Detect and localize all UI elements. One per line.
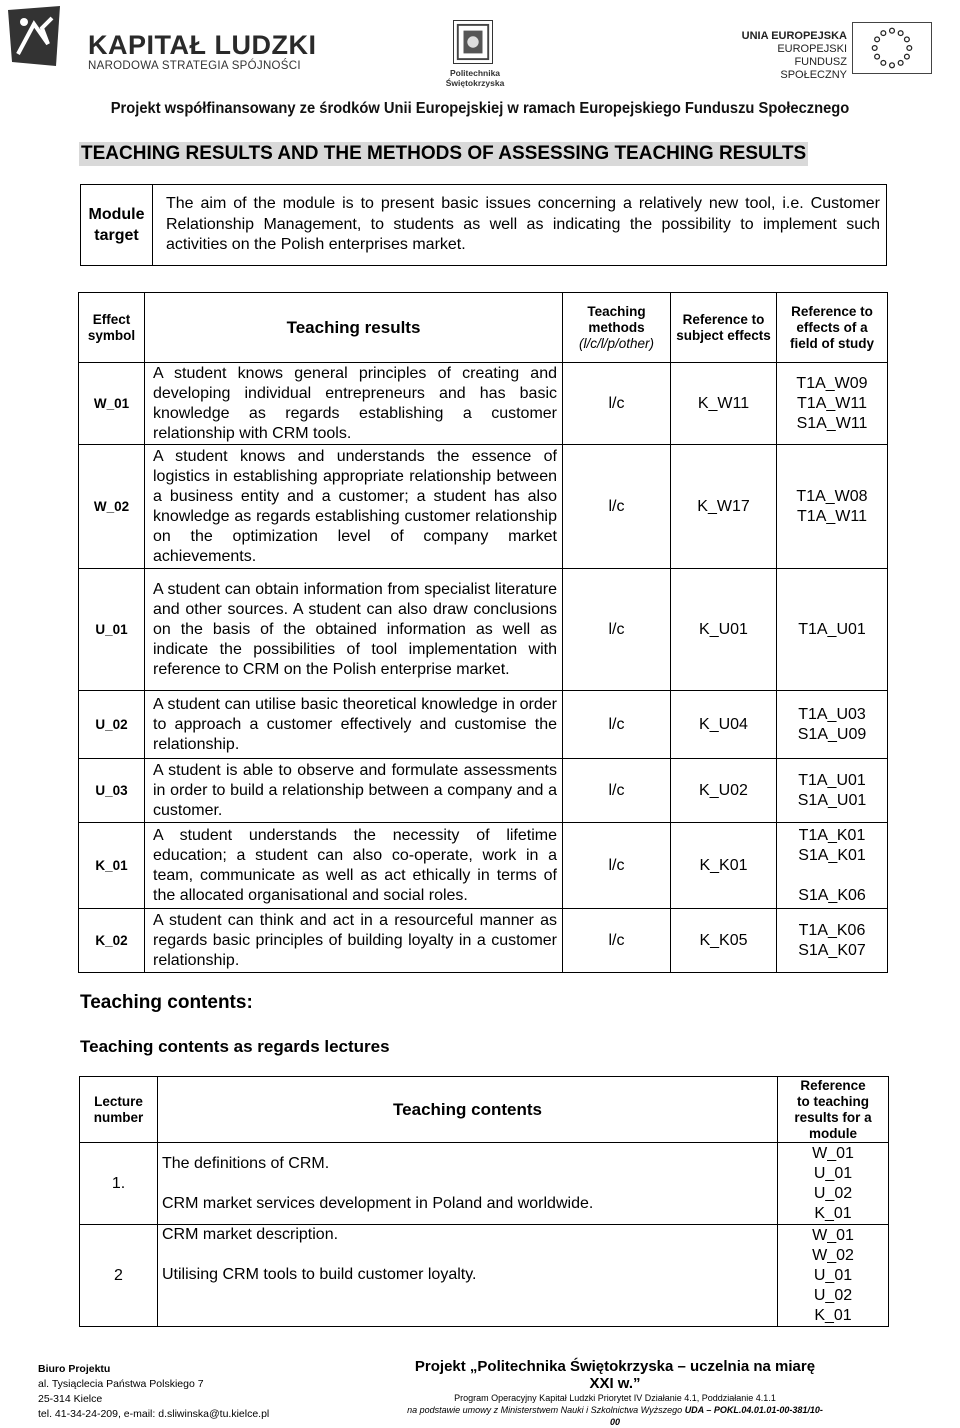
table-row	[80, 1225, 889, 1327]
lectures-header-row	[80, 1077, 889, 1143]
politechnika-logo	[453, 20, 493, 64]
table-row	[79, 569, 888, 691]
table-row	[79, 691, 888, 759]
lectures-title: Teaching contents as regards lectures	[80, 1037, 390, 1056]
politechnika-name: Politechnika Świętokrzyska	[445, 68, 505, 88]
field-effects: T1A_U01 S1A_U01	[777, 759, 888, 823]
teaching-result: A student knows and understands the essence of logistics in establishing appropriate relationship between a business entity and a customer; a student has also knowledge as regards establishing customer relationship on the optimization level of company market achievements.	[145, 445, 563, 569]
teaching-method: l/c	[563, 691, 671, 759]
effect-symbol: K_02	[79, 909, 145, 973]
footer-agreement: na podstawie umowy z Ministerstwem Nauki i Szkolnictwa Wyższego UDA – POKL.04.01.01-00-381/10-00	[407, 1405, 823, 1427]
module-target-label	[81, 185, 153, 265]
lectures-table	[79, 1076, 889, 1327]
kapital-ludzki-title: KAPITAŁ LUDZKI	[88, 30, 317, 60]
footer-contact-line: tel. 41-34-24-209, e-mail: d.sliwinska@tu.kielce.pl	[38, 1408, 270, 1420]
lecture-references: W_01 U_01 U_02 K_01	[778, 1143, 889, 1225]
teaching-method: l/c	[563, 445, 671, 569]
subject-effect: K_U01	[671, 569, 777, 691]
header-lecture-number: Lecture number	[80, 1077, 158, 1143]
footer-program: Program Operacyjny Kapitał Ludzki Priorytet IV Działanie 4.1, Poddziałanie 4.1.1	[454, 1393, 776, 1403]
effects-header-row	[79, 293, 888, 363]
header-field-effects: Reference to effects of a field of study	[777, 293, 888, 363]
table-row	[79, 363, 888, 445]
teaching-method: l/c	[563, 909, 671, 973]
header-teaching-contents: Teaching contents	[158, 1077, 778, 1143]
teaching-result: A student knows general principles of creating and developing individual entrepreneurs and has basic knowledge as regards establishing a customer relationship with CRM tools.	[145, 363, 563, 445]
eu-label-line1: UNIA EUROPEJSKA	[741, 30, 847, 42]
header-subject-effects: Reference to subject effects	[671, 293, 777, 363]
lecture-number: 1.	[80, 1143, 158, 1225]
eu-label	[737, 30, 847, 82]
module-target-text: The aim of the module is to present basic issues concerning a relatively new tool, i.e. Customer Relationship Management, to students as well as indicating the possibility to implement such activities on the Polish enterprises market.	[166, 195, 880, 253]
effect-symbol: W_01	[79, 363, 145, 445]
teaching-method: l/c	[563, 823, 671, 909]
cofinanced-statement: Projekt współfinansowany ze środków Unii Europejskiej w ramach Europejskiego Funduszu Społecznego	[110, 100, 850, 117]
table-row	[79, 823, 888, 909]
header-effect-symbol: Effect symbol	[79, 293, 145, 363]
table-row	[79, 759, 888, 823]
table-row	[79, 909, 888, 973]
table-row	[79, 445, 888, 569]
subject-effect: K_K01	[671, 823, 777, 909]
footer-address-1: al. Tysiąclecia Państwa Polskiego 7	[38, 1378, 204, 1390]
footer-project-title: Projekt „Politechnika Świętokrzyska – uczelnia na miarę XXI w.”	[414, 1358, 816, 1392]
eu-label-line2: EUROPEJSKI	[777, 43, 847, 55]
field-effects: T1A_U01	[777, 569, 888, 691]
teaching-result: A student can obtain information from specialist literature and other sources. A student can also draw conclusions on the basis of the obtained information as well as indicate the possibilities of tool implementation with reference to CRM on the Polish enterprise market.	[145, 569, 563, 691]
header-teaching-methods: Teaching methods (l/c/l/p/other)	[563, 293, 671, 363]
module-target-label-1: Module	[88, 206, 145, 223]
header-reference-results: Reference to teaching results for a module	[778, 1077, 889, 1143]
footer-address-2: 25-314 Kielce	[38, 1393, 103, 1405]
field-effects: T1A_U03 S1A_U09	[777, 691, 888, 759]
effects-table	[78, 292, 888, 973]
eu-label-line3: FUNDUSZ SPOŁECZNY	[780, 56, 847, 81]
lecture-references: W_01 W_02 U_01 U_02 K_01	[778, 1225, 889, 1327]
field-effects: T1A_K01 S1A_K01 S1A_K06	[777, 823, 888, 909]
module-target-label-2: target	[94, 227, 139, 244]
effect-symbol: W_02	[79, 445, 145, 569]
footer-office-title: Biuro Projektu	[38, 1363, 111, 1375]
kapital-ludzki-logo	[4, 4, 64, 68]
eu-flag-icon	[852, 22, 932, 74]
teaching-result: A student can utilise basic theoretical knowledge in order to approach a customer effectively and customise the relationship.	[145, 691, 563, 759]
lecture-contents: CRM market description. Utilising CRM tools to build customer loyalty.	[158, 1225, 778, 1327]
page-header	[0, 0, 960, 117]
effect-symbol: U_03	[79, 759, 145, 823]
teaching-method: l/c	[563, 363, 671, 445]
table-row	[80, 1143, 889, 1225]
footer-contact	[38, 1362, 269, 1422]
lecture-number: 2	[80, 1225, 158, 1327]
teaching-result: A student is able to observe and formulate assessments in order to build a relationship between a company and a customer.	[145, 759, 563, 823]
header-teaching-results: Teaching results	[145, 293, 563, 363]
teaching-result: A student understands the necessity of lifetime education; a student can also co-operate, work in a team, communicate as well as act ethically in terms of the allocated organisational and social roles.	[145, 823, 563, 909]
field-effects: T1A_K06 S1A_K07	[777, 909, 888, 973]
teaching-method: l/c	[563, 759, 671, 823]
effect-symbol: U_02	[79, 691, 145, 759]
teaching-result: A student can think and act in a resourceful manner as regards basic principles of building loyalty in a customer relationship.	[145, 909, 563, 973]
lecture-contents: The definitions of CRM. CRM market services development in Poland and worldwide.	[158, 1143, 778, 1225]
footer-project	[405, 1358, 825, 1428]
teaching-method: l/c	[563, 569, 671, 691]
effect-symbol: U_01	[79, 569, 145, 691]
kapital-ludzki-subtitle: NARODOWA STRATEGIA SPÓJNOŚCI	[88, 60, 301, 72]
subject-effect: K_U02	[671, 759, 777, 823]
effect-symbol: K_01	[79, 823, 145, 909]
subject-effect: K_K05	[671, 909, 777, 973]
field-effects: T1A_W09 T1A_W11 S1A_W11	[777, 363, 888, 445]
subject-effect: K_W11	[671, 363, 777, 445]
teaching-contents-title: Teaching contents:	[80, 992, 253, 1013]
subject-effect: K_W17	[671, 445, 777, 569]
section-title: TEACHING RESULTS AND THE METHODS OF ASSESSING TEACHING RESULTS	[81, 143, 807, 164]
field-effects: T1A_W08 T1A_W11	[777, 445, 888, 569]
subject-effect: K_U04	[671, 691, 777, 759]
module-target-table	[80, 184, 887, 266]
